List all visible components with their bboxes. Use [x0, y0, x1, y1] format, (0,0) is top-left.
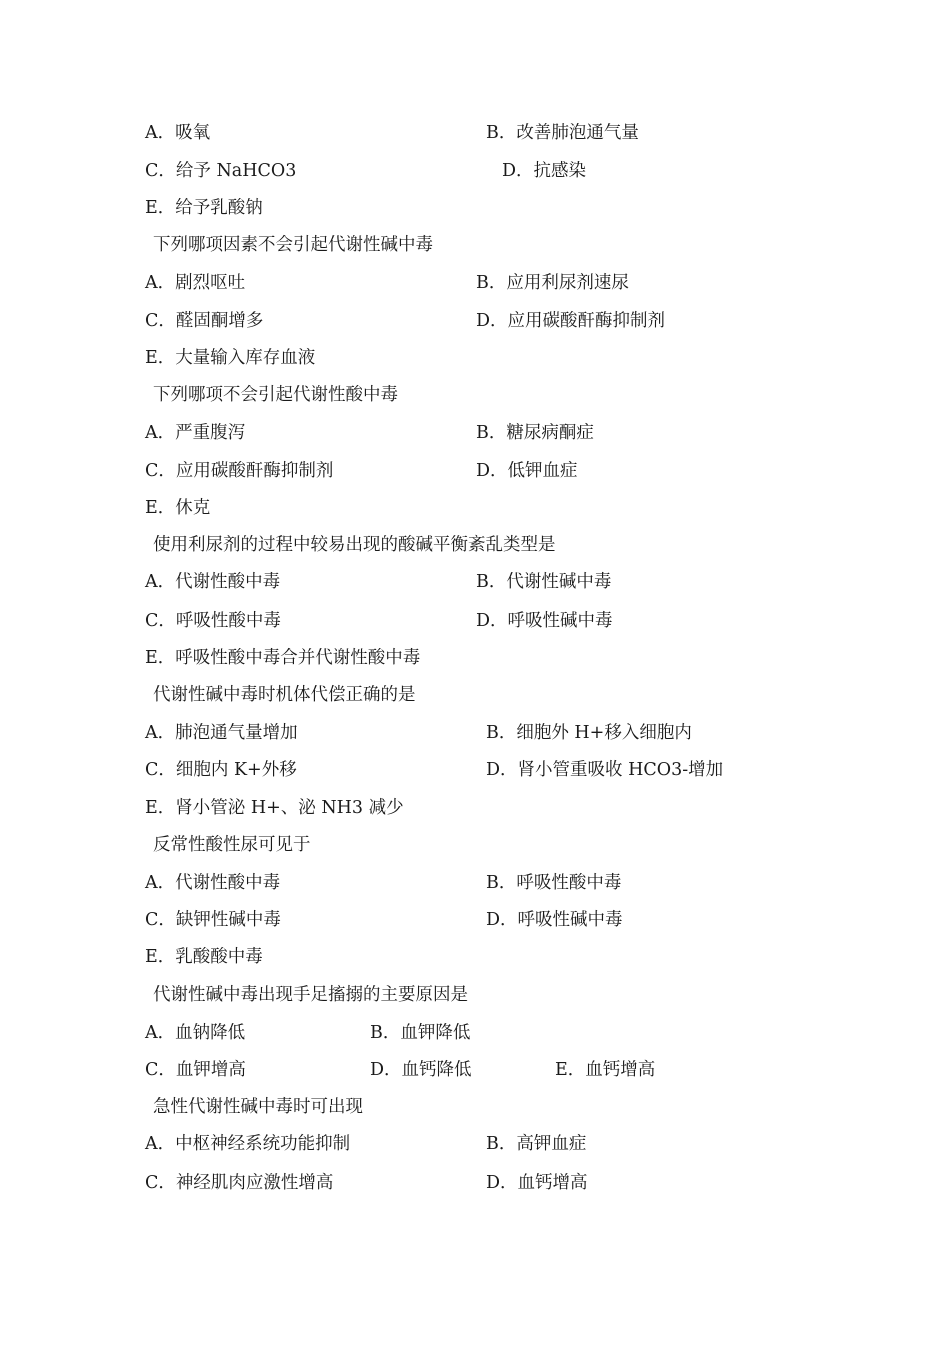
option-text: E．大量输入库存血液 — [145, 348, 316, 368]
option-text: A．剧烈呕吐 — [145, 273, 246, 293]
option-text: B．血钾降低 — [370, 1023, 471, 1043]
option-text: C．给予 NaHCO3 — [145, 161, 297, 181]
option-text: A．中枢神经系统功能抑制 — [145, 1134, 351, 1154]
question-text: 使用利尿剂的过程中较易出现的酸碱平衡紊乱类型是 — [153, 535, 556, 555]
option-text: A．吸氧 — [145, 123, 211, 143]
option-text: D．低钾血症 — [476, 461, 578, 481]
option-text: A．血钠降低 — [145, 1023, 246, 1043]
option-text: B．呼吸性酸中毒 — [486, 873, 622, 893]
option-text: E．给予乳酸钠 — [145, 198, 263, 218]
question-text: 下列哪项因素不会引起代谢性碱中毒 — [153, 235, 433, 255]
option-text: C．神经肌肉应激性增高 — [145, 1173, 334, 1193]
option-text: D．呼吸性碱中毒 — [486, 910, 623, 930]
option-text: C．呼吸性酸中毒 — [145, 611, 281, 631]
option-text: C．细胞内 K+外移 — [145, 760, 297, 780]
option-text: A．代谢性酸中毒 — [145, 873, 281, 893]
option-text: B．代谢性碱中毒 — [476, 572, 612, 592]
option-text: A．代谢性酸中毒 — [145, 572, 281, 592]
option-text: D．肾小管重吸收 HCO3-增加 — [486, 760, 724, 780]
option-text: C．缺钾性碱中毒 — [145, 910, 281, 930]
option-text: B．应用利尿剂速尿 — [476, 273, 629, 293]
option-text: B．细胞外 H+移入细胞内 — [486, 723, 692, 743]
option-text: D．应用碳酸酐酶抑制剂 — [476, 311, 666, 331]
option-text: B．改善肺泡通气量 — [486, 123, 639, 143]
option-text: D．血钙降低 — [370, 1060, 472, 1080]
option-text: B．糖尿病酮症 — [476, 423, 594, 443]
question-text: 反常性酸性尿可见于 — [153, 835, 311, 855]
question-text: 代谢性碱中毒时机体代偿正确的是 — [153, 685, 416, 705]
option-text: A．严重腹泻 — [145, 423, 246, 443]
option-text: C．血钾增高 — [145, 1060, 246, 1080]
option-text: D．抗感染 — [502, 161, 587, 181]
option-text: E．乳酸酸中毒 — [145, 947, 263, 967]
option-text: D．血钙增高 — [486, 1173, 588, 1193]
option-text: B．高钾血症 — [486, 1134, 587, 1154]
option-text: D．呼吸性碱中毒 — [476, 611, 613, 631]
option-text: C．醛固酮增多 — [145, 311, 264, 331]
question-text: 急性代谢性碱中毒时可出现 — [153, 1097, 363, 1117]
question-text: 下列哪项不会引起代谢性酸中毒 — [153, 385, 398, 405]
question-text: 代谢性碱中毒出现手足搐搦的主要原因是 — [153, 985, 468, 1005]
option-text: E．休克 — [145, 498, 211, 518]
option-text: A．肺泡通气量增加 — [145, 723, 298, 743]
option-text: E．血钙增高 — [555, 1060, 656, 1080]
option-text: E．呼吸性酸中毒合并代谢性酸中毒 — [145, 648, 421, 668]
option-text: E．肾小管泌 H+、泌 NH3 减少 — [145, 798, 404, 818]
option-text: C．应用碳酸酐酶抑制剂 — [145, 461, 334, 481]
